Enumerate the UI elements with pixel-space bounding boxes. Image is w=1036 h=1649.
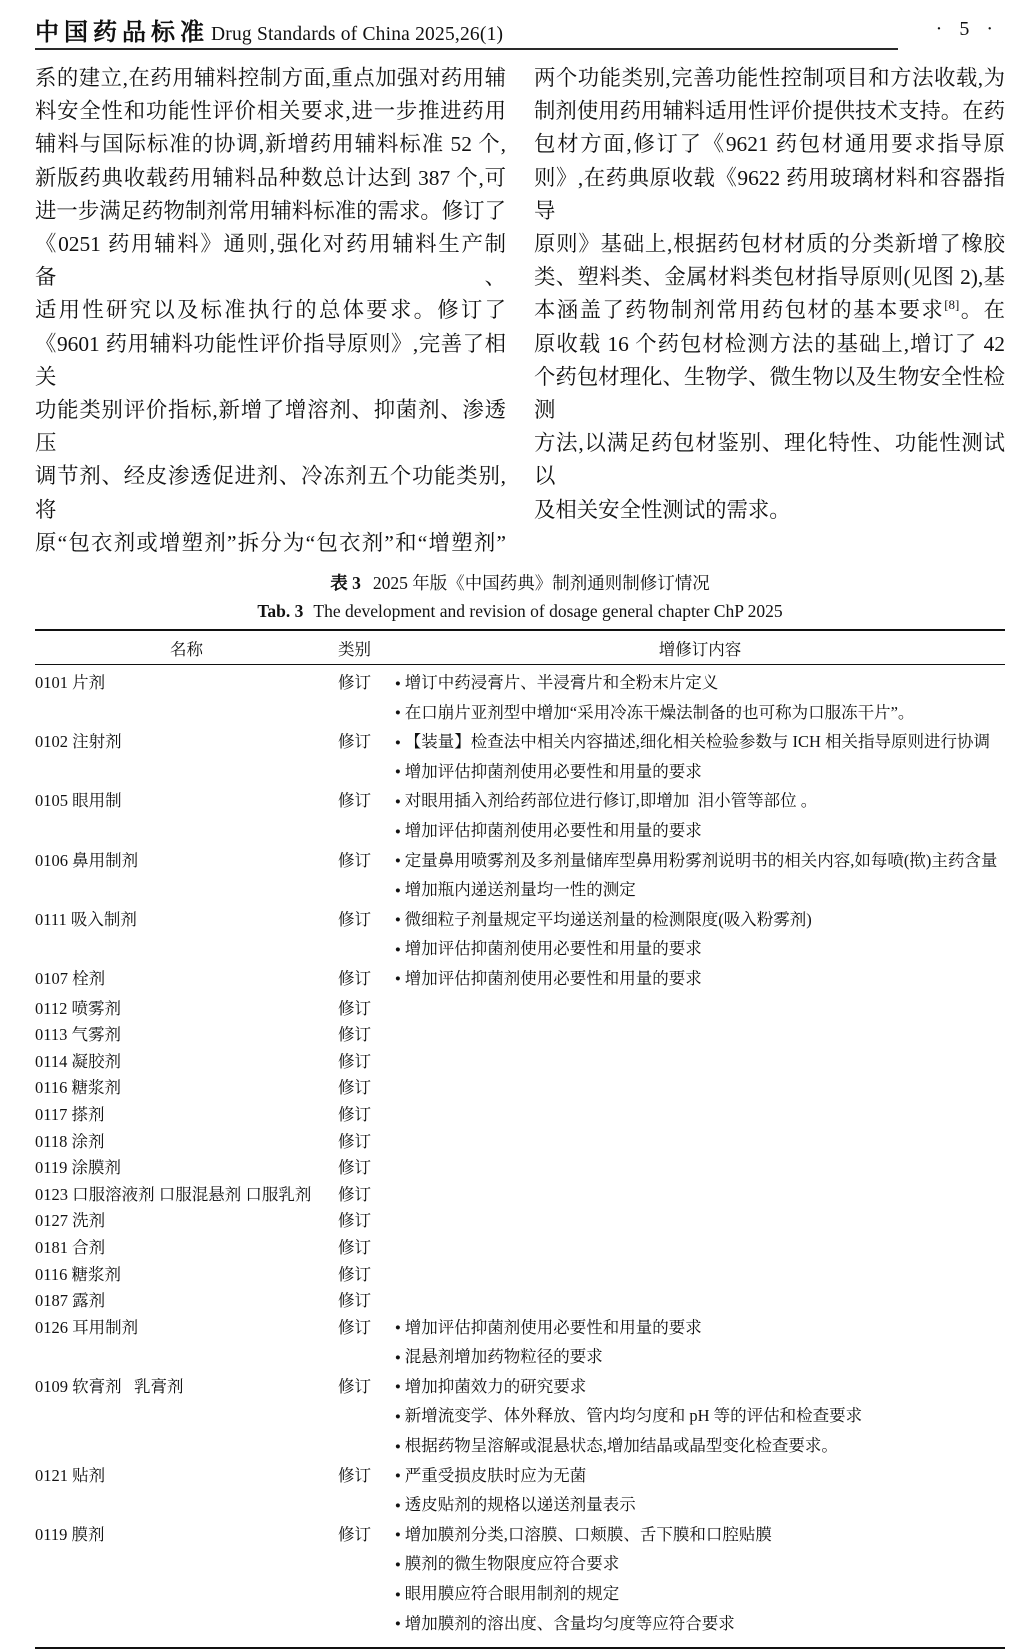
table-row (35, 1182, 1005, 1209)
bullet-item: ● 混悬剂增加药物粒径的要求 (395, 1344, 1005, 1374)
column-header-content: 增修订内容 (658, 639, 742, 659)
row-category: 修订 (338, 1465, 371, 1485)
body-line: 类、塑料类、金属材料类包材指导原则(见图 2),基 (534, 265, 1005, 290)
row-name: 0112 喷雾剂 (35, 998, 122, 1018)
caption-cn (35, 569, 1005, 597)
row-name: 0121 贴剂 (35, 1465, 106, 1485)
row-name: 0187 露剂 (35, 1291, 106, 1311)
caption-en-title: The development and revision of dosage general chapter ChP 2025 (313, 601, 783, 622)
row-category: 修订 (338, 1025, 371, 1045)
table-row (35, 966, 1005, 996)
bullet-item: ● 增加评估抑菌剂使用必要性和用量的要求 (395, 818, 1005, 848)
row-category: 修订 (338, 1317, 371, 1337)
row-name: 0117 搽剂 (35, 1104, 105, 1124)
row-content (395, 1262, 1005, 1289)
body-line: 两个功能类别,完善功能性控制项目和方法收载,为 (534, 66, 1005, 90)
table-row (35, 1102, 1005, 1129)
table-body (35, 665, 1005, 1647)
table-row (35, 788, 1005, 847)
bullet-item: ● 增加评估抑菌剂使用必要性和用量的要求 (395, 966, 1005, 996)
bullet-item: ● 眼用膜应符合眼用制剂的规定 (395, 1581, 1005, 1611)
table-row (35, 1155, 1005, 1182)
journal-title-cn: 中国药品标准 (35, 20, 209, 46)
row-name: 0106 鼻用制剂 (35, 850, 139, 870)
row-content (395, 848, 1005, 907)
body-line: 原收载 16 个药包材检测方法的基础上,增订了 42 (534, 331, 1005, 356)
table-header-row (35, 631, 1005, 665)
row-content (395, 729, 1005, 788)
body-line: 新版药典收载药用辅料品种数总计达到 387 个,可 (35, 165, 506, 190)
row-name: 0116 糖浆剂 (35, 1264, 122, 1284)
body-line: 原“包衣剂或增塑剂”拆分为“包衣剂”和“增塑剂” (35, 530, 506, 555)
caption-cn-title: 2025 年版《中国药典》制剂通则制修订情况 (372, 573, 710, 594)
row-content (395, 966, 1005, 996)
body-text (35, 62, 1005, 560)
table-row (35, 1463, 1005, 1522)
row-content (395, 1049, 1005, 1076)
body-line-with-citation: 本涵盖了药物制剂常用药包材的基本要求[8]。在 (534, 297, 1005, 323)
bullet-item: ● 增加膜剂的溶出度、含量均匀度等应符合要求 (395, 1611, 1005, 1641)
caption-en (35, 597, 1005, 625)
row-name: 0116 糖浆剂 (35, 1078, 122, 1098)
table-row (35, 1262, 1005, 1289)
left-column (35, 62, 506, 560)
body-line: 及相关安全性测试的需求。 (534, 497, 791, 522)
row-category: 修订 (338, 850, 371, 870)
column-header-category: 类别 (338, 639, 371, 659)
row-name: 0181 合剂 (35, 1237, 106, 1257)
bullet-item: ● 增加评估抑菌剂使用必要性和用量的要求 (395, 759, 1005, 789)
journal-title-en: Drug Standards of China 2025,26(1) (211, 24, 504, 45)
table-row (35, 996, 1005, 1023)
table-row (35, 1129, 1005, 1156)
row-name: 0109 软膏剂 乳膏剂 (35, 1376, 184, 1396)
row-category: 修订 (338, 1211, 371, 1231)
body-line: 适用性研究以及标准执行的总体要求。修订了 (35, 298, 506, 323)
row-content (395, 1315, 1005, 1374)
table-row (35, 907, 1005, 966)
row-content (395, 1075, 1005, 1102)
row-content (395, 670, 1005, 729)
row-content (395, 1155, 1005, 1182)
bullet-item: ● 定量鼻用喷雾剂及多剂量储库型鼻用粉雾剂说明书的相关内容,如每喷(揿)主药含量 (395, 848, 1005, 878)
row-name: 0119 膜剂 (35, 1524, 105, 1544)
page-number: · 5 · (935, 18, 999, 40)
bullet-item: ● 膜剂的微生物限度应符合要求 (395, 1551, 1005, 1581)
row-category: 修订 (338, 1524, 371, 1544)
row-name: 0123 口服溶液剂 口服混悬剂 口服乳剂 (35, 1184, 312, 1204)
bullet-item: ● 新增流变学、体外释放、管内均匀度和 pH 等的评估和检查要求 (395, 1403, 1005, 1433)
column-header-name: 名称 (170, 639, 203, 659)
row-content (395, 1288, 1005, 1315)
row-category: 修订 (338, 1078, 371, 1098)
row-category: 修订 (338, 1237, 371, 1257)
row-category: 修订 (338, 791, 371, 811)
body-line: 则》,在药典原收载《9622 药用玻璃材料和容器指导 (534, 165, 1005, 223)
caption-en-label: Tab. 3 (257, 601, 304, 622)
bullet-item: ● 微细粒子剂量规定平均递送剂量的检测限度(吸入粉雾剂) (395, 907, 1005, 937)
row-name: 0113 气雾剂 (35, 1025, 122, 1045)
running-head (35, 12, 1005, 50)
bullet-item: ● 透皮贴剂的规格以递送剂量表示 (395, 1492, 1005, 1522)
row-name: 0119 涂膜剂 (35, 1158, 122, 1178)
bullet-item: ● 增订中药浸膏片、半浸膏片和全粉末片定义 (395, 670, 1005, 700)
row-name: 0127 洗剂 (35, 1211, 106, 1231)
body-line: 个药包材理化、生物学、微生物以及生物安全性检测 (534, 364, 1005, 423)
row-category: 修订 (338, 998, 371, 1018)
body-line: 《0251 药用辅料》通则,强化对药用辅料生产制备、 (35, 232, 506, 290)
row-category: 修订 (338, 1291, 371, 1311)
bullet-item: ● 严重受损皮肤时应为无菌 (395, 1463, 1005, 1493)
row-category: 修订 (338, 1264, 371, 1284)
row-content (395, 907, 1005, 966)
row-content (395, 1208, 1005, 1235)
bullet-item: ● 对眼用插入剂给药部位进行修订,即增加 泪小管等部位 。 (395, 788, 1005, 818)
table-row (35, 1235, 1005, 1262)
bullet-item: ● 在口崩片亚剂型中增加“采用冷冻干燥法制备的也可称为口服冻干片”。 (395, 700, 1005, 730)
table-row (35, 1208, 1005, 1235)
row-name: 0126 耳用制剂 (35, 1317, 139, 1337)
table-row (35, 1022, 1005, 1049)
row-name: 0101 片剂 (35, 673, 106, 693)
row-category: 修订 (338, 1158, 371, 1178)
table-row (35, 848, 1005, 907)
row-category: 修订 (338, 1376, 371, 1396)
caption-cn-label: 表 3 (330, 573, 361, 594)
row-content (395, 1022, 1005, 1049)
table-row (35, 670, 1005, 729)
bullet-item: ● 根据药物呈溶解或混悬状态,增加结晶或晶型变化检查要求。 (395, 1433, 1005, 1463)
bullet-item: ● 增加抑菌效力的研究要求 (395, 1374, 1005, 1404)
row-name: 0114 凝胶剂 (35, 1051, 122, 1071)
body-line: 《9601 药用辅料功能性评价指导原则》,完善了相关 (35, 331, 506, 389)
row-content (395, 1182, 1005, 1209)
table-row (35, 1315, 1005, 1374)
bullet-item: ● 增加瓶内递送剂量均一性的测定 (395, 877, 1005, 907)
header-rule (35, 48, 898, 51)
row-category: 修订 (338, 1104, 371, 1124)
row-content (395, 996, 1005, 1023)
row-category: 修订 (338, 1184, 371, 1204)
table-row (35, 1522, 1005, 1640)
row-name: 0118 涂剂 (35, 1131, 105, 1151)
body-line: 方法,以满足药包材鉴别、理化特性、功能性测试以 (534, 431, 1005, 489)
table-row (35, 1075, 1005, 1102)
table-row (35, 1288, 1005, 1315)
table-row (35, 729, 1005, 788)
row-content (395, 1102, 1005, 1129)
row-content (395, 1522, 1005, 1640)
body-line: 进一步满足药物制剂常用辅料标准的需求。修订了 (35, 198, 506, 223)
row-name: 0105 眼用制 (35, 791, 122, 811)
table-caption (35, 569, 1005, 625)
row-content (395, 1374, 1005, 1463)
right-column (534, 62, 1005, 560)
table-row (35, 1049, 1005, 1076)
row-content (395, 1235, 1005, 1262)
row-category: 修订 (338, 732, 371, 752)
row-name: 0102 注射剂 (35, 732, 122, 752)
row-category: 修订 (338, 1131, 371, 1151)
body-line: 料安全性和功能性评价相关要求,进一步推进药用 (35, 99, 506, 124)
bullet-item: ● 【装量】检查法中相关内容描述,细化相关检验参数与 ICH 相关指导原则进行协调 (395, 729, 1005, 759)
row-content (395, 1463, 1005, 1522)
bullet-item: ● 增加评估抑菌剂使用必要性和用量的要求 (395, 936, 1005, 966)
body-line: 功能类别评价指标,新增了增溶剂、抑菌剂、渗透压 (35, 398, 506, 456)
table-row (35, 1374, 1005, 1463)
body-line: 包材方面,修订了《9621 药包材通用要求指导原 (534, 132, 1005, 157)
citation-superscript: [8] (944, 297, 960, 313)
row-category: 修订 (338, 909, 371, 929)
row-name: 0107 栓剂 (35, 968, 106, 988)
row-category: 修订 (338, 968, 371, 988)
body-line: 系的建立,在药用辅料控制方面,重点加强对药用辅 (35, 66, 506, 90)
row-category: 修订 (338, 673, 371, 693)
row-category: 修订 (338, 1051, 371, 1071)
row-name: 0111 吸入制剂 (35, 909, 137, 929)
body-line: 制剂使用药用辅料适用性评价提供技术支持。在药 (534, 99, 1005, 124)
revision-table (35, 629, 1005, 1649)
body-line: 辅料与国际标准的协调,新增药用辅料标准 52 个, (35, 132, 506, 157)
row-content (395, 1129, 1005, 1156)
bullet-item: ● 增加评估抑菌剂使用必要性和用量的要求 (395, 1315, 1005, 1345)
row-content (395, 788, 1005, 847)
body-line: 原则》基础上,根据药包材材质的分类新增了橡胶 (534, 232, 1005, 257)
body-line: 调节剂、经皮渗透促进剂、冷冻剂五个功能类别,将 (35, 464, 506, 522)
bullet-item: ● 增加膜剂分类,口溶膜、口颊膜、舌下膜和口腔贴膜 (395, 1522, 1005, 1552)
